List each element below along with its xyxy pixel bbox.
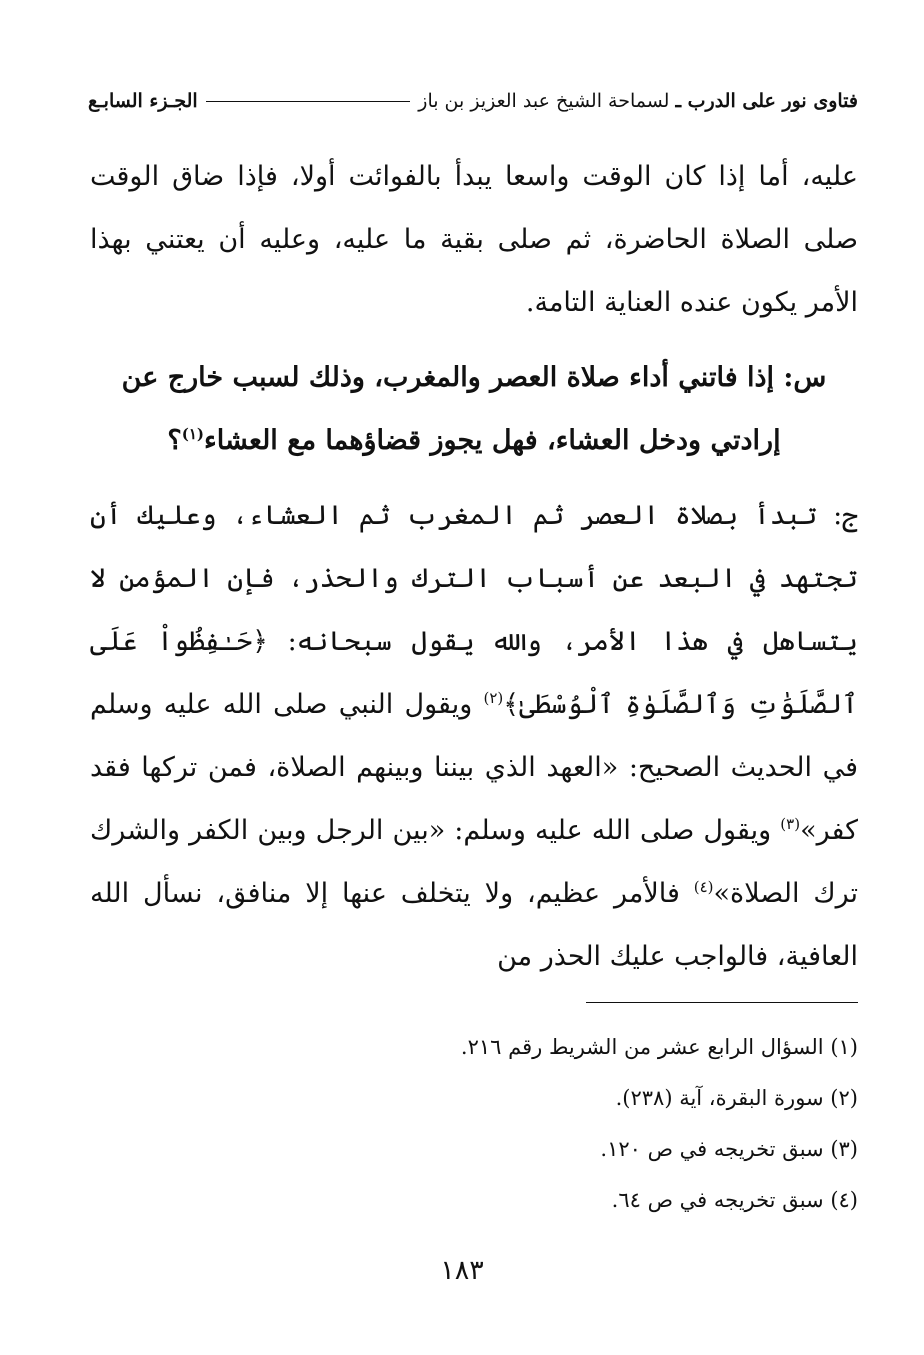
question-paragraph [90, 346, 858, 472]
answer-paragraph [90, 484, 858, 988]
answer-text-4: فالأمر عظيم، ولا يتخلف عنها إلا منافق، نسأل الله العافية، فالواجب عليك الحذر من [90, 878, 858, 972]
footnote-2: (٢) سورة البقرة، آية (٢٣٨). [615, 1086, 858, 1110]
question-text: س: إذا فاتني أداء صلاة العصر والمغرب، وذلك لسبب خارج عن إرادتي ودخل العشاء، فهل يجوز قضاؤهما مع العشاء [121, 362, 827, 456]
footnote-3: (٣) سبق تخريجه في ص ١٢٠. [600, 1137, 858, 1161]
question-mark: ؟ [167, 425, 182, 456]
footnote-1: (١) السؤال الرابع عشر من الشريط رقم ٢١٦. [460, 1035, 858, 1059]
answer-text-1: ج: تبدأ بصلاة العصر ثم المغرب ثم العشاء، وعليك أن تجتهد في البعد عن أسباب الترك والحذر، فإن المؤمن لا يتساهل في هذا الأمر، والله يقول سبحانه: [90, 500, 858, 657]
main-text [90, 145, 858, 988]
continuation-paragraph: عليه، أما إذا كان الوقت واسعا يبدأ بالفوائت أولا، فإذا ضاق الوقت صلى الصلاة الحاضرة، ثم صلى بقية ما عليه، وعليه أن يعتني بهذا الأمر يكون عنده العناية التامة. [90, 161, 858, 318]
footnote-marker-3: (٣) [780, 815, 801, 833]
footnote-marker-4: (٤) [693, 878, 714, 896]
running-header [88, 84, 858, 118]
quran-verse: ﴿حَـٰفِظُواْ عَلَى ٱلصَّلَوَٰتِ وَٱلصَّلَوٰةِ ٱلْوُسْطَىٰ﴾ [90, 626, 858, 720]
answer-text-2: ويقول النبي صلى الله عليه وسلم في الحديث الصحيح: «العهد الذي بيننا وبينهم الصلاة، فمن تركها فقد كفر» [90, 689, 858, 846]
book-title: فتاوى نور على الدرب ـ [675, 90, 858, 112]
footnote-marker-2: (٢) [483, 689, 504, 707]
footnote-separator [586, 1002, 858, 1003]
footnote-4: (٤) سبق تخريجه في ص ٦٤. [611, 1188, 858, 1212]
page-number: ١٨٣ [440, 1255, 484, 1286]
volume-label: الجـزء السابـع [88, 90, 198, 112]
header-rule [206, 101, 411, 102]
author-name: لسماحة الشيخ عبد العزيز بن باز [418, 90, 670, 112]
answer-text-3: ويقول صلى الله عليه وسلم: «بين الرجل وبين الكفر والشرك ترك الصلاة» [90, 815, 858, 909]
footnote-marker-1: (١) [181, 425, 205, 443]
footnotes [200, 1022, 858, 1226]
